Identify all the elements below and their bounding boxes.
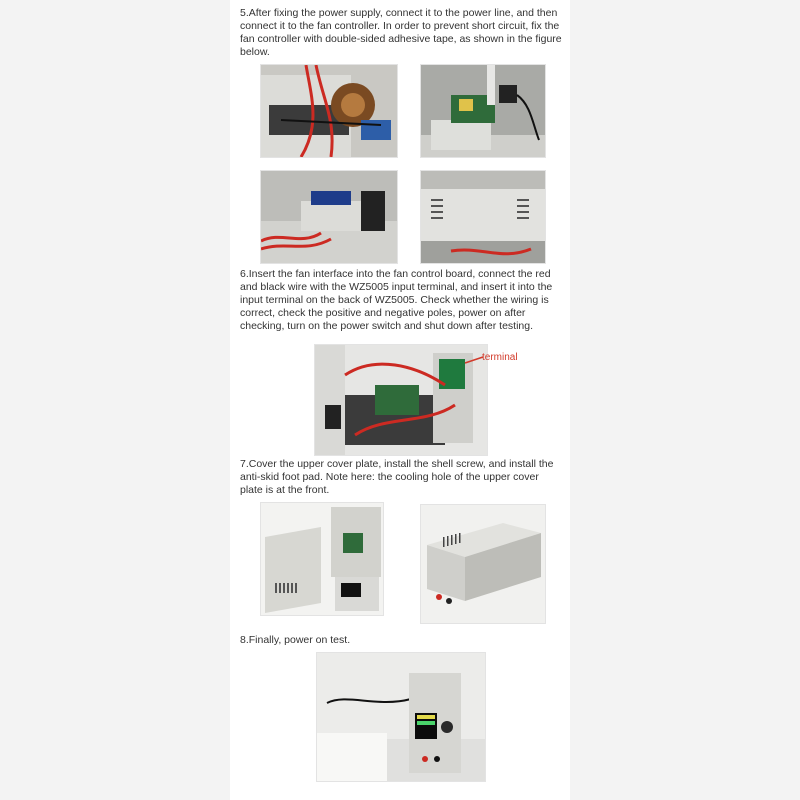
step-6-photo-wiring-terminal (314, 344, 488, 456)
step-5-text: 5.After fixing the power supply, connect it to the power line, and then connect it to the fan controller. In order to prevent short circuit, fix the fan controller with double-sided adhesive tape, as shown in the figure below. (240, 7, 562, 58)
step-5-photo-case-vents (420, 170, 546, 264)
step-7-photo-cover-plate (260, 502, 384, 616)
step-7-text: 7.Cover the upper cover plate, install the shell screw, and install the anti-skid foot pad. Note here: the cooling hole of the upper cover plate is at the front. (240, 458, 554, 496)
terminal-callout-label: terminal (482, 352, 518, 363)
step-7-photo-assembled-unit (420, 504, 546, 624)
step-6-text: 6.Insert the fan interface into the fan control board, connect the red and black wire with the WZ5005 input terminal, and insert it into the input terminal on the back of WZ5005. Check whether the wiring is correct, check the positive and negative poles, power on after checking, turn on the power switch and shut down after testing. (240, 268, 553, 332)
step-5-photo-fan-controller (260, 170, 398, 264)
step-5-photo-power-supply-wiring (260, 64, 398, 158)
step-8-text: 8.Finally, power on test. (240, 634, 351, 646)
step-5-photo-open-case (420, 64, 546, 158)
step-8-photo-power-on-test (316, 652, 486, 782)
instruction-page (230, 0, 570, 800)
